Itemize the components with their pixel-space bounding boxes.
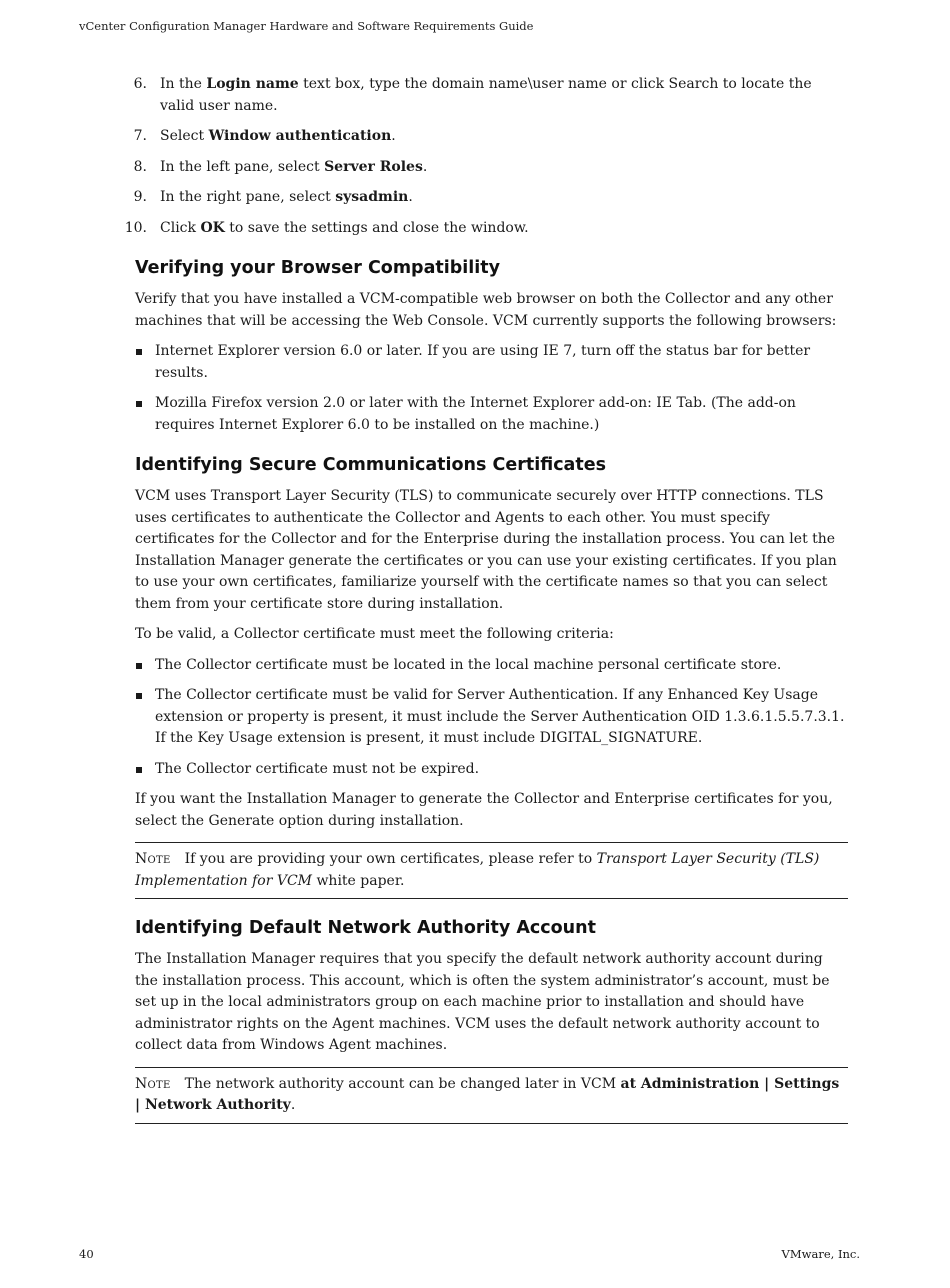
step-number: 6. (133, 76, 147, 92)
certificate-criteria-list (135, 655, 848, 781)
ui-term: sysadmin (335, 189, 409, 205)
bullet-icon (136, 663, 142, 669)
browser-list (135, 341, 848, 436)
step-number: 9. (133, 189, 147, 205)
list-item: Internet Explorer version 6.0 or later. If you are using IE 7, turn off the status bar for better results. (135, 341, 848, 384)
document-reference: Transport Layer Security (TLS) Implementation for VCM (135, 851, 820, 889)
step-item: 7. Select Window authentication. (135, 126, 848, 148)
note-label: Note (135, 1075, 171, 1092)
menu-path: at Administration | Settings | Network Authority (135, 1075, 840, 1113)
list-item: The Collector certificate must be located in the local machine personal certificate store. (135, 655, 848, 677)
certificates-para-3: If you want the Installation Manager to generate the Collector and Enterprise certificates for you, select the Generate option during installation. (135, 791, 833, 829)
steps-list (124, 74, 848, 239)
network-authority-para: The Installation Manager requires that you specify the default network authority account during the installation process. This account, which is often the system administrator’s account, must be set up in the local administrators group on each machine prior to installation and should have administrator rights on the Agent machines. VCM uses the default network authority account to collect data from Windows Agent machines. (135, 951, 830, 1053)
step-number: 8. (133, 158, 147, 175)
step-number: 10. (124, 219, 147, 236)
list-item: Mozilla Firefox version 2.0 or later with the Internet Explorer add-on: IE Tab. (The add-on requires Internet Explorer 6.0 to be installed on the machine.) (135, 393, 848, 436)
section-heading-browser: Verifying your Browser Compatibility (135, 258, 501, 278)
certificates-para-2: To be valid, a Collector certificate must meet the following criteria: (135, 626, 614, 642)
list-item: The Collector certificate must not be expired. (135, 759, 848, 781)
page-header: vCenter Configuration Manager Hardware and Software Requirements Guide (79, 19, 534, 33)
bullet-icon (136, 693, 142, 699)
company-name: VMware, Inc. (781, 1247, 860, 1261)
ui-term: OK (200, 219, 225, 236)
browser-intro: Verify that you have installed a VCM-compatible web browser on both the Collector and any other machines that will be accessing the Web Console. VCM currently supports the following browsers: (135, 291, 837, 329)
page-content (124, 74, 848, 1142)
list-item: The Collector certificate must be valid for Server Authentication. If any Enhanced Key Usage extension or property is present, it must include the Server Authentication OID 1.3.6.1.5.5.7.3.1. If the Key Usage extension is present, it must include DIGITAL_SIGNATURE. (135, 685, 848, 750)
section-heading-network-authority: Identifying Default Network Authority Account (135, 918, 596, 938)
bullet-icon (136, 401, 142, 407)
certificates-note: Note If you are providing your own certificates, please refer to Transport Layer Security (TLS) Implementation for VCM white paper. (135, 842, 848, 899)
step-item: 8. In the left pane, select Server Roles. (135, 157, 848, 179)
ui-term: Login name (206, 76, 299, 92)
step-number: 7. (133, 128, 147, 144)
step-item: 9. In the right pane, select sysadmin. (135, 187, 848, 209)
section-heading-certificates: Identifying Secure Communications Certificates (135, 455, 607, 475)
page-number: 40 (79, 1247, 94, 1261)
step-item: 10. Click OK to save the settings and close the window. (135, 218, 848, 240)
ui-term: Server Roles (324, 158, 423, 175)
certificates-para-1: VCM uses Transport Layer Security (TLS) to communicate securely over HTTP connections. TLS uses certificates to authenticate the Collector and Agents to each other. You must specify certificates for the Collector and for the Enterprise during the installation process. You can let the Installation Manager generate the certificates or you can use your existing certificates. If you plan to use your own certificates, familiarize yourself with the certificate names so that you can select them from your certificate store during installation. (135, 488, 837, 612)
ui-term: Window authentication (208, 128, 392, 144)
step-item: 6. In the Login name text box, type the domain name\user name or click Search to locate the valid user name. (133, 76, 812, 114)
bullet-icon (136, 349, 142, 355)
network-authority-note: Note The network authority account can be changed later in VCM at Administration | Settings | Network Authority. (135, 1067, 848, 1124)
note-label: Note (135, 851, 171, 867)
bullet-icon (136, 767, 142, 773)
